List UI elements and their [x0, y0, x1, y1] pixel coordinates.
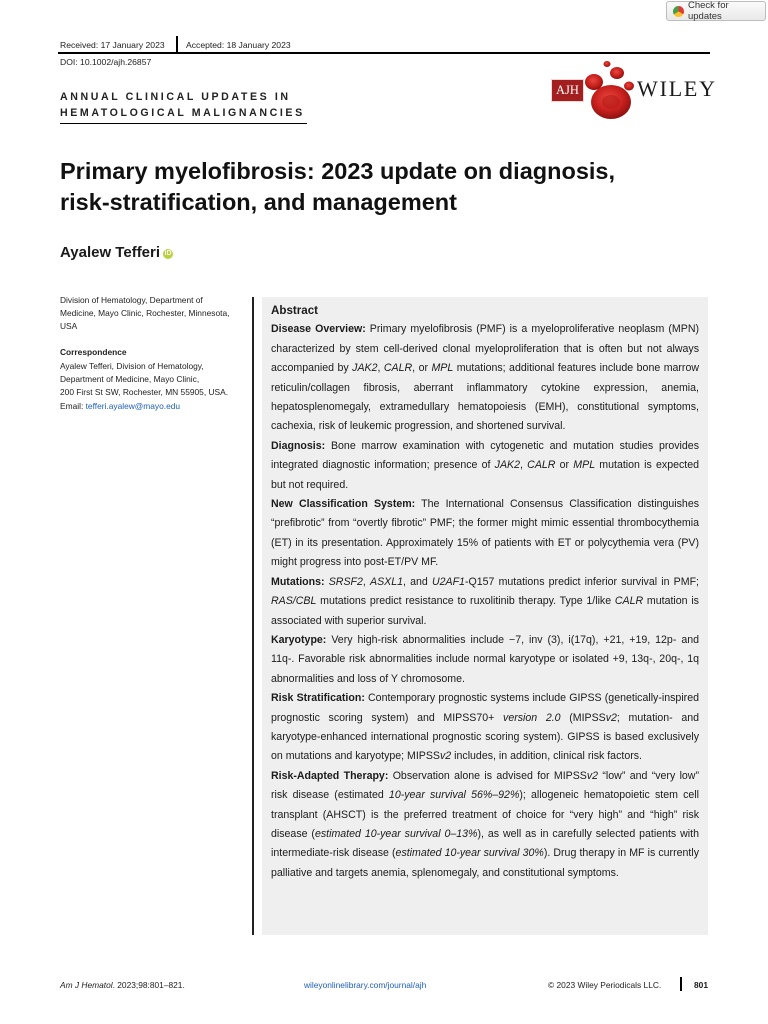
- overview-comma: ,: [377, 362, 384, 375]
- abstract-diagnosis: [271, 437, 699, 495]
- classification-text: The International Consensus Classification distinguishes “prefibrotic” from “overtly fibrotic” PMF; the former might mimic essential thrombocythemia (ET) in its presentation. Approximately 15% of patients with ET or polycythemia vera (PV) might progress into post-ET/PV MF.: [271, 498, 700, 569]
- risk-text-a: Contemporary prognostic systems include GIPSS (genetically-inspired prognostic scoring system) and MIPSS70+: [271, 692, 699, 724]
- risk-label: Risk Stratification:: [271, 692, 365, 705]
- abstract-disease-overview: [271, 320, 699, 436]
- risk-text-b: (MIPSS: [560, 711, 606, 724]
- correspondence-line2: Department of Medicine, Mayo Clinic,: [60, 374, 200, 385]
- mutations-and: , and: [403, 575, 432, 588]
- gene-asxl1: ASXL1: [370, 575, 403, 588]
- section-underline: [60, 123, 307, 124]
- overview-or: , or: [412, 362, 432, 375]
- risk-text-c: ; mutation- and karyotype-enhanced international prognostic scoring system). GIPSS is based exclusively on mutations and karyotype; MIPSS: [271, 711, 700, 763]
- overview-text-a: Primary myelofibrosis (PMF) is a myeloproliferative neoplasm (MPN) characterized by stem cell-derived clonal myeloproliferation that is often but not always accompanied by: [271, 323, 699, 375]
- karyotype-label: Karyotype:: [271, 633, 327, 646]
- overview-label: Disease Overview:: [271, 323, 366, 336]
- therapy-text-b: “low” and “very low” risk disease (estimated: [271, 769, 699, 802]
- footer-url-link[interactable]: wileyonlinelibrary.com/journal/ajh: [304, 980, 427, 990]
- abstract-heading: Abstract: [271, 304, 319, 317]
- page-number: 801: [694, 980, 708, 990]
- diagnosis-gene-jak2: JAK2: [494, 459, 520, 472]
- gene-srsf2: SRSF2: [328, 575, 363, 588]
- overview-text-b: mutations; additional features include bone marrow reticulin/collagen fibrosis, aberrant inflammatory cytokine expression, anemia, hepatosplenomegaly, extramedullary hematopoiesis (EMH), constitutional symptoms, cachexia, risk of leukemic progression, and shortened survival.: [271, 362, 700, 433]
- therapy-v2: v2: [586, 769, 599, 782]
- therapy-survival-1: 10-year survival 56%–92%: [388, 789, 520, 802]
- correspondence-email: [60, 400, 250, 413]
- therapy-text-e: ). Drug therapy in MF is currently palliative and targets anemia, splenomegaly, and constitutional symptoms.: [271, 847, 699, 879]
- author-name: [60, 244, 173, 261]
- mutations-text-a: -Q157 mutations predict inferior survival in PMF;: [464, 575, 699, 588]
- mutations-label: Mutations:: [271, 575, 325, 588]
- gene-mpl: MPL: [431, 362, 454, 375]
- section-label: [60, 89, 305, 121]
- therapy-text-c: ); allogeneic hematopoietic stem cell transplant (AHSCT) is the preferred treatment of choice for “very high” and “high” risk disease (: [271, 789, 699, 840]
- accepted-date: Accepted: 18 January 2023: [186, 40, 291, 50]
- diagnosis-comma: ,: [520, 459, 528, 472]
- therapy-survival-2: estimated 10-year survival 0–13%: [314, 827, 478, 840]
- mutations-gene-calr: CALR: [614, 595, 644, 608]
- title-line2: risk-stratification, and management: [60, 189, 457, 215]
- footer-copyright: © 2023 Wiley Periodicals LLC.: [548, 980, 662, 990]
- therapy-text-d: ), as well as in carefully selected patients with intermediate-risk disease (: [271, 827, 699, 860]
- abstract-risk-stratification: [271, 689, 699, 767]
- risk-text-d: includes, in addition, clinical risk factors.: [451, 750, 642, 763]
- risk-v2-b: v2: [440, 750, 452, 763]
- correspondence-line1: Ayalew Tefferi, Division of Hematology,: [60, 361, 204, 371]
- abstract-rule: [252, 297, 254, 935]
- doi[interactable]: DOI: 10.1002/ajh.26857: [60, 57, 152, 67]
- therapy-survival-3: estimated 10-year survival 30%: [395, 847, 544, 860]
- karyotype-text: Very high-risk abnormalities include −7, inv (3), i(17q), +21, +19, 12p- and 11q-. Favorable risk abnormalities include normal karyotype or isolated +9, 13q-, 20q-, 1q abnormalities and loss of Y chromosome.: [271, 633, 699, 685]
- footer-divider: [680, 977, 682, 991]
- abstract-risk-adapted-therapy: [271, 767, 699, 883]
- gene-jak2: JAK2: [352, 362, 378, 375]
- abstract-mutations: [271, 573, 699, 631]
- header-rule: [58, 52, 710, 54]
- email-link[interactable]: tefferi.ayalew@mayo.edu: [85, 400, 181, 411]
- therapy-text-a: Observation alone is advised for MIPSS: [388, 769, 587, 782]
- therapy-label: Risk-Adapted Therapy:: [271, 769, 389, 782]
- diagnosis-label: Diagnosis:: [271, 439, 326, 452]
- blood-cells-logo-icon: [580, 60, 638, 122]
- diagnosis-gene-mpl: MPL: [573, 459, 596, 472]
- diagnosis-gene-calr: CALR: [527, 459, 556, 472]
- gene-calr: CALR: [383, 362, 413, 375]
- article-title: [60, 156, 700, 218]
- diagnosis-text-b: mutation is expected but not required.: [271, 459, 700, 491]
- wiley-logo: WILEY: [637, 76, 717, 101]
- abstract-text: [271, 301, 699, 883]
- header-divider: [176, 36, 178, 52]
- mutations-text-c: mutation is associated with superior survival.: [271, 595, 699, 627]
- mutations-comma: ,: [362, 575, 371, 588]
- received-date: Received: 17 January 2023: [60, 40, 165, 50]
- footer-journal: Am J Hematol: [60, 980, 113, 990]
- gene-ras-cbl: RAS/CBL: [271, 595, 317, 608]
- author-name-text[interactable]: Ayalew Tefferi: [60, 244, 161, 261]
- risk-version: version 2.0: [503, 711, 561, 724]
- orcid-icon[interactable]: iD: [164, 250, 172, 257]
- ajh-logo: AJH: [551, 79, 584, 102]
- check-for-updates-label: Check for updates: [687, 0, 729, 22]
- section-label-line1: ANNUAL CLINICAL UPDATES IN: [60, 91, 291, 103]
- crossmark-icon: [673, 6, 684, 17]
- correspondence-address: [60, 360, 250, 413]
- classification-label: New Classification System:: [271, 498, 416, 511]
- correspondence-line3: 200 First St SW, Rochester, MN 55905, USA.: [60, 387, 229, 398]
- email-label: Email:: [60, 400, 86, 411]
- diagnosis-or: or: [555, 459, 574, 472]
- correspondence-heading: Correspondence: [60, 347, 127, 357]
- section-label-line2: HEMATOLOGICAL MALIGNANCIES: [60, 107, 305, 119]
- check-for-updates-button[interactable]: [666, 1, 766, 21]
- risk-v2-a: v2: [605, 711, 617, 724]
- footer-citation: [60, 980, 185, 990]
- footer-citation-text: . 2023;98:801–821.: [112, 980, 185, 990]
- affiliation: Division of Hematology, Department of Medicine, Mayo Clinic, Rochester, Minnesota, USA: [60, 295, 230, 332]
- abstract-classification: [271, 495, 699, 573]
- mutations-text-b: mutations predict resistance to ruxolitinib therapy. Type 1/like: [316, 595, 615, 608]
- diagnosis-text-a: Bone marrow examination with cytogenetic and mutation studies provides integrated diagnostic information; presence of: [271, 439, 699, 472]
- gene-u2af1: U2AF1: [431, 575, 465, 588]
- title-line1: Primary myelofibrosis: 2023 update on diagnosis,: [60, 158, 616, 184]
- abstract-karyotype: [271, 631, 699, 689]
